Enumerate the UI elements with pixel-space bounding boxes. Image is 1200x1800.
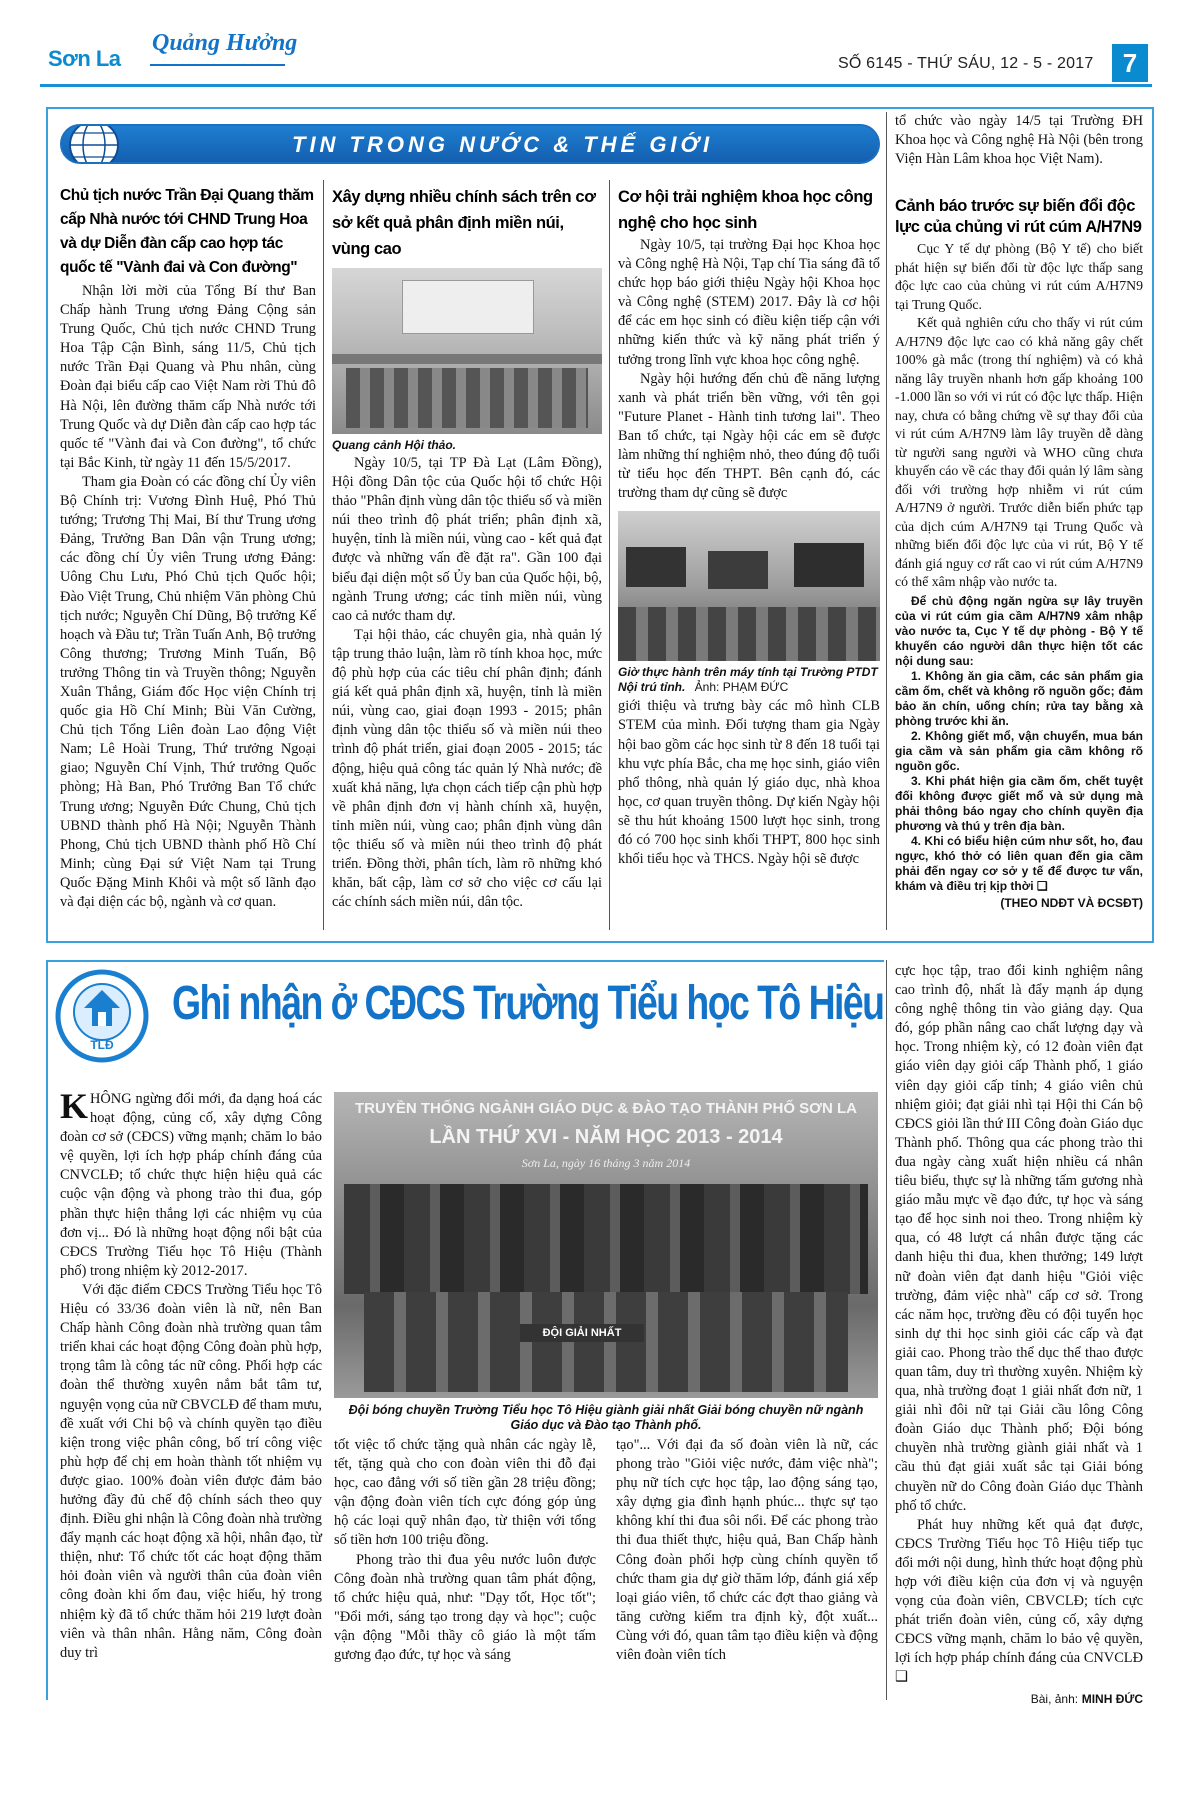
- header-logo-underline: [150, 64, 285, 66]
- paragraph: giới thiệu và trưng bày các mô hình CLB STEM của mình. Đối tượng tham gia Ngày hội bao gồm các học sinh từ 8 đến 18 tuổi tại khu vực phía Bắc, cha mẹ học sinh, giáo viên phổ thông, nhà quản lý giáo dục, nhà khoa học, cơ quan truyền thông. Dự kiến Ngày hội sẽ thu hút khoảng 1500 lượt học sinh, trong đó có 700 học sinh khối THPT, 800 học sinh khối tiểu học và THCS. Ngày hội sẽ được: [618, 698, 880, 868]
- news-banner: [60, 124, 880, 164]
- byline-name: MINH ĐỨC: [1081, 1691, 1143, 1706]
- photo-credit: Ảnh: PHẠM ĐỨC: [694, 680, 789, 695]
- lead-paragraph: [60, 1086, 322, 1281]
- photo-caption: Quang cảnh Hội thảo.: [332, 438, 457, 452]
- paragraph: tạo"... Với đại đa số đoàn viên là nữ, các phong trào "Giỏi việc nước, đảm việc nhà"; phụ nữ tích cực học tập, lao động sáng tạo, xây dựng gia đình hạnh phúc... thực sự tạo không khí thi đua sôi nổi. Để các phong trào thi đua thiết thực, hiệu quả, Ban Chấp hành Công đoàn phối hợp cùng chính quyền tổ chức tham gia dự giờ thăm lớp, đánh giá xếp loại giáo viên, tổ chức các đợt thao giảng và tăng cường kiểm tra định kỳ, đột xuất... Cùng với đó, quan tâm tạo điều kiện và động viên đoàn viên tích: [616, 1437, 878, 1664]
- paragraph: Phát huy những kết quả đạt được, CĐCS Trường Tiểu học Tô Hiệu tiếp tục đổi mới nội dung, hình thức hoạt động phù hợp với điều kiện của đơn vị và nguyện vọng của đoàn viên, CBVCLĐ; tích cực phát triển đoàn viên, củng cố, xây dựng CĐCS vững mạnh, chăm lo bảo vệ quyền, lợi ích hợp pháp chính đáng của CNVCLĐ ❑: [895, 1516, 1143, 1686]
- article-body: [895, 240, 1143, 592]
- article-body: [618, 236, 880, 503]
- recommendation-item: 3. Khi phát hiện gia cầm ốm, chết tuyệt đối không được giết mổ và sử dụng mà phải thông báo ngay cho chính quyền địa phương và thú y trên địa bàn.: [895, 773, 1143, 833]
- feature-column-3: [616, 1436, 878, 1665]
- paragraph: Cục Y tế dự phòng (Bộ Y tế) cho biết phát hiện sự biến đổi từ độc lực thấp sang độc lực cao của chủng vi rút cúm A/H7N9 tại Trung Quốc.: [895, 241, 1143, 312]
- photo-banner-line-1: TRUYỀN THỐNG NGÀNH GIÁO DỤC & ĐÀO TẠO THÀNH PHỐ SƠN LA: [355, 1100, 857, 1117]
- continuation-text: [895, 112, 1143, 169]
- feature-column-4: [895, 962, 1143, 1709]
- paragraph: Tại hội thảo, các chuyên gia, nhà quản lý tập trung thảo luận, làm rõ tính khoa học, mức độ phù hợp của các tiêu chí phân định; đánh giá kết quả phân định xã, huyện, tỉnh là miền núi, vùng cao, giai đoạn 1993 - 2015; phân định vùng dân tộc thiểu số và miền núi theo trình độ phát triển, giai đoạn 2005 - 2015; tác động, hiệu quả công tác quản lý Nhà nước; đề xuất khả năng, lựa chọn cách tiếp cận phù hợp về phân định đơn vị hành chính xã, huyện, tỉnh miền núi, vùng cao; phân định vùng dân tộc thiểu số và miền núi theo trình độ phát triển. Đồng thời, phân tích, làm rõ những khó khăn, bất cập, làm cơ sở cho việc cơ cấu lại các chính sách miền núi, dân tộc.: [332, 626, 602, 911]
- paragraph: Với đặc điểm CĐCS Trường Tiểu học Tô Hiệu có 33/36 đoàn viên là nữ, nên Ban Chấp hành Công đoàn nhà trường quan tâm triển khai các hoạt động Công đoàn phù hợp, trọng tâm là công tác nữ công. Phối hợp các đoàn thể thường xuyên nắm bắt tâm tư, nguyện vọng của nữ CBVCLĐ để tham mưu, đề xuất với Chi bộ và chính quyền tạo điều kiện trong việc phân công, bố trí công việc phù hợp để chị em hoàn thành tốt nhiệm vụ được giao. 100% đoàn viên được đảm bảo hưởng đầy đủ chế độ chính sách theo quy định. Điều ghi nhận là Công đoàn nhà trường đẩy mạnh các hoạt động xã hội, nhân đạo, từ thiện, như: Tổ chức tốt các hoạt động thăm hỏi đoàn viên và người thân của đoàn viên công đoàn khi ốm đau, việc hiếu, hỷ trong nhiệm kỳ đã tổ chức thăm hỏi 219 lượt đoàn viên và thân nhân. Hằng năm, Công đoàn duy trì: [60, 1281, 322, 1661]
- article-cum-h7n9: [895, 196, 1143, 910]
- article-chu-tich-nuoc: [60, 184, 316, 912]
- issue-line: SỐ 6145 - THỨ SÁU, 12 - 5 - 2017: [838, 55, 1094, 72]
- article-headline: Xây dựng nhiều chính sách trên cơ sở kết quả phân định miền núi, vùng cao: [332, 188, 596, 258]
- photo-caption: [618, 665, 880, 695]
- photo-banner-line-2: LẦN THỨ XVI - NĂM HỌC 2013 - 2014: [429, 1126, 783, 1148]
- paragraph: Tham gia Đoàn có các đồng chí Ủy viên Bộ Chính trị: Vương Đình Huệ, Phó Thủ tướng; Trương Thị Mai, Bí thư Trung ương Đảng, Trưởng Ban Dân vận Trung ương; các đồng chí Ủy viên Trung ương Đảng: Uông Chu Lưu, Phó Chủ tịch Quốc hội; Đào Việt Trung, Chủ nhiệm Văn phòng Chủ tịch nước; Nguyễn Chí Dũng, Bộ trưởng Kế hoạch và Đầu tư; Trần Tuấn Anh, Bộ trưởng Công thương; Trương Minh Tuấn, Bộ trưởng Thông tin và Truyền thông; Nguyễn Xuân Thắng, Giám đốc Học viện Chính trị quốc gia Hồ Chí Minh; Bùi Văn Cường, Chủ tịch Tổng Liên đoàn Lao động Việt Nam; Lê Hoài Trung, Thứ trưởng Ngoại giao; Nguyễn Chí Vịnh, Thứ trưởng Quốc phòng; Hà Ban, Phó Trưởng Ban Tổ chức Trung ương; Nguyễn Đức Chung, Chủ tịch UBND thành phố Hà Nội; Nguyễn Thành Phong, Chủ tịch UBND thành phố Hồ Chí Minh; cùng Đại sứ Việt Nam tại Trung Quốc Đặng Minh Khôi và một số lãnh đạo và đại diện các bộ, ngành và cơ quan.: [60, 473, 316, 910]
- paragraph: tốt việc tổ chức tặng quà nhân các ngày lễ, tết, tặng quà cho con đoàn viên thi đỗ đại học, cao đẳng với số tiền gần 28 triệu đồng; vận động đoàn viên tích cực đóng góp ủng hộ các loại quỹ nhân đạo, từ thiện với tổng số tiền hơn 100 triệu đồng.: [334, 1437, 596, 1549]
- continuation-paragraph: tổ chức vào ngày 14/5 tại Trường ĐH Khoa học và Công nghệ Hà Nội (bên trong Viện Hàn Lâm khoa học Việt Nam).: [895, 113, 1143, 168]
- banner-title: TIN TRONG NƯỚC & THẾ GIỚI: [292, 132, 714, 157]
- photo-caption-text: Giờ thực hành trên máy tính tại Trường PTDT Nội trú tỉnh.: [618, 665, 878, 695]
- page-number: 7: [1122, 48, 1138, 78]
- article-body: [332, 454, 602, 912]
- drop-cap: K: [60, 1086, 89, 1126]
- conference-photo: [332, 268, 602, 434]
- page-number-box: [1112, 44, 1148, 82]
- article-stem: [618, 184, 880, 869]
- byline-prefix: Bài, ảnh:: [1030, 1691, 1079, 1706]
- paragraph: Nhận lời mời của Tổng Bí thư Ban Chấp hành Trung ương Đảng Cộng sản Trung Quốc, Chủ tịch nước CHND Trung Hoa Tập Cận Bình, sáng 11/5, Chủ tịch nước Trần Đại Quang và Phu nhân, cùng Đoàn đại biểu cấp cao Việt Nam rời Thủ đô Hà Nội, lên đường thăm cấp Nhà nước tới Trung Quốc và dự Diễn đàn cấp cao hợp tác quốc tế "Vành đai và Con đường", tổ chức tại Bắc Kinh, từ ngày 11 đến 15/5/2017.: [60, 283, 316, 471]
- photo-flag-text: ĐỘI GIẢI NHẤT: [520, 1324, 644, 1342]
- paragraph: Ngày 10/5, tại TP Đà Lạt (Lâm Đồng), Hội đồng Dân tộc của Quốc hội tổ chức Hội thảo "Phân định vùng dân tộc thiểu số và miền núi theo trình độ phát triển; phân định xã, huyện, tỉnh là miền núi, vùng cao - kết quả đạt được và những vấn đề đặt ra". Gần 100 đại biểu đại diện một số Ủy ban của Quốc hội, bộ, ngành Trung ương; các tỉnh miền núi, vùng cao cả nước tham dự.: [332, 455, 602, 624]
- feature-headline: Ghi nhận ở CĐCS Trường Tiểu học Tô Hiệu: [172, 977, 884, 1030]
- lead-text: HÔNG ngừng đổi mới, đa dạng hoá các hoạt động, củng cố, xây dựng Công đoàn cơ sở (CĐCS) vững mạnh; chăm lo bảo vệ quyền, lợi ích hợp pháp chính đáng của CNVCLĐ; tổ chức thực hiện hiệu quả các cuộc vận động và phong trào thi đua, góp phần thực hiện thắng lợi các nhiệm vụ của đơn vị... Đó là những hoạt động nổi bật của CĐCS Trường Tiểu học Tô Hiệu (Thành phố) trong nhiệm kỳ 2012-2017.: [60, 1091, 322, 1279]
- photo-banner-line-3: Sơn La, ngày 16 tháng 3 năm 2014: [521, 1156, 691, 1170]
- union-logo: [54, 968, 150, 1064]
- paragraph: Phong trào thi đua yêu nước luôn được Công đoàn nhà trường quan tâm phát động, tổ chức hiệu quả, như: "Dạy tốt, Học tốt"; "Đổi mới, sáng tạo trong dạy và học"; cuộc vận động "Mỗi thầy cô giáo là một tấm gương đạo đức, tự học và sáng: [334, 1551, 596, 1664]
- health-recommendations: [895, 594, 1143, 894]
- article-source: (THEO NDĐT VÀ ĐCSĐT): [1000, 895, 1143, 910]
- newspaper-logo: Quảng Hưởng: [152, 30, 298, 56]
- recommendation-item: 4. Khi có biểu hiện cúm như sốt, ho, đau ngực, khó thở có liên quan đến gia cầm phải đến ngay cơ sở y tế để được tư vấn, khám và điều trị kịp thời ❑: [895, 833, 1143, 893]
- col-rule: [609, 180, 610, 930]
- union-logo-label: TLĐ: [90, 1038, 114, 1052]
- section-label: Sơn La: [48, 46, 121, 71]
- article-headline: Chủ tịch nước Trần Đại Quang thăm cấp Nhà nước tới CHND Trung Hoa và dự Diễn đàn cấp cao hợp tác quốc tế "Vành đai và Con đường": [60, 187, 314, 276]
- recommendation-item: 1. Không ăn gia cầm, các sản phẩm gia cầm ốm, chết và không rõ nguồn gốc; đảm bảo ăn chín, uống chín; rửa tay bằng xà phòng trước khi ăn.: [895, 668, 1143, 728]
- paragraph: Ngày hội hướng đến chủ đề năng lượng xanh và phát triển bền vững, với tên gọi "Future Planet - Hành tinh tương lai". Theo Ban tổ chức, tại Ngày hội các em sẽ được làm những thí nghiệm nhỏ, theo đúng độ tuổi từ tiểu học đến THPT. Bên cạnh đó, các trường tham dự cũng sẽ được: [618, 370, 880, 502]
- recommendation-intro: Để chủ động ngăn ngừa sự lây truyền của vi rút cúm gia cầm A/H7N9 xâm nhập vào nước ta, Cục Y tế dự phòng - Bộ Y tế khuyến cáo người dân thực hiện tốt các nội dung sau:: [895, 593, 1143, 668]
- paragraph: Ngày 10/5, tại trường Đại học Khoa học và Công nghệ Hà Nội, Tạp chí Tia sáng đã tổ chức họp báo giới thiệu Ngày hội Khoa học và Công nghệ (STEM) 2017. Đây là cơ hội để các em học sinh có điều kiện tiếp cận với những kiến thức và kỹ năng phát triển ý tưởng trong lĩnh vực khoa học công nghệ.: [618, 237, 880, 368]
- feature-column-2: [334, 1436, 596, 1665]
- feature-column-1: [60, 1086, 322, 1663]
- article-body: [60, 282, 316, 912]
- photo-caption: Đội bóng chuyền Trường Tiểu học Tô Hiệu giành giải nhất Giải bóng chuyền nữ ngành Giáo dục và Đào tạo Thành phố.: [348, 1403, 864, 1432]
- col-rule: [886, 960, 887, 1700]
- computer-class-photo: [618, 511, 880, 661]
- col-rule: [886, 112, 887, 930]
- article-headline: Cảnh báo trước sự biến đổi độc lực của chủng vi rút cúm A/H7N9: [895, 197, 1142, 236]
- globe-icon: [66, 124, 122, 164]
- paragraph: Kết quả nghiên cứu cho thấy vi rút cúm A/H7N9 độc lực cao có khả năng gây chết 100% gà mắc (trong thí nghiệm) và có khả năng lây truyền nhanh hơn gấp khoảng 100 -1.000 lần so với vi rút có độc lực thấp. Hiện nay, chưa có bằng chứng về sự thay đổi của vi rút cúm A/H7N9 làm lây truyền dễ dàng từ người sang người và WHO cũng chưa khuyến cáo về các thay đổi quản lý lâm sàng đối với trường hợp nhiễm vi rút cúm A/H7N9 ở người. Trước diễn biến phức tạp của dịch cúm A/H7N9 tại Trung Quốc và những biến đổi độc lực của vi rút, Bộ Y tế đánh giá nguy cơ rất cao vi rút cúm A/H7N9 có thể xâm nhập vào nước ta.: [895, 315, 1143, 589]
- article-body-continued: [618, 697, 880, 869]
- byline: [895, 1690, 1143, 1709]
- col-rule: [323, 180, 324, 930]
- header-rule: [40, 84, 1152, 87]
- volleyball-team-photo: [334, 1092, 878, 1398]
- paragraph: cực học tập, trao đổi kinh nghiệm nâng cao trình độ, nhất là đẩy mạnh áp dụng công nghệ thông tin vào giảng dạy. Qua đó, góp phần nâng cao chất lượng dạy và học. Trong nhiệm kỳ, có 12 đoàn viên đạt giáo viên dạy giỏi cấp Thành phố, 1 giáo viên dạy giỏi cấp tỉnh; 4 giáo viên chủ nhiệm giỏi; đạt giải nhì tại Hội thi Cán bộ CĐCS giỏi lần thứ III Công đoàn Giáo dục Thành phố. Thông qua các phong trào thi đua ngày càng xuất hiện nhiều cá nhân tiêu biểu, thực sự là những tấm gương nhà giáo mẫu mực về đạo đức, tự học và sáng tạo để học sinh noi theo. Trong nhiệm kỳ qua, có 48 lượt cá nhân được tặng các danh hiệu thi đua, khen thưởng; 149 lượt nữ đoàn viên đạt danh hiệu "Giỏi việc trường, đảm việc nhà" cấp cơ sở. Trong các năm học, trường đều có đội tuyển học sinh dự thi học sinh giỏi các cấp và đạt giải cao. Phong trào thể dục thể thao được quan tâm, duy trì thường xuyên. Nhiệm kỳ qua, nhà trường đoạt 1 giải nhất đơn nữ, 1 giải nhì đôi nữ tại Giải cầu lông Công đoàn Giáo dục Thành phố; Đội bóng chuyền nhà trường giành giải nhất và 1 cầu thủ đạt giải xuất sắc tại Giải bóng chuyền nữ do Công đoàn Giáo dục Thành phố tổ chức.: [895, 963, 1143, 1514]
- article-phan-dinh-mien-nui: [332, 184, 602, 912]
- recommendation-item: 2. Không giết mổ, vận chuyển, mua bán gia cầm và sản phẩm gia cầm không rõ nguồn gốc.: [895, 728, 1143, 773]
- article-headline: Cơ hội trải nghiệm khoa học công nghệ cho học sinh: [618, 188, 873, 232]
